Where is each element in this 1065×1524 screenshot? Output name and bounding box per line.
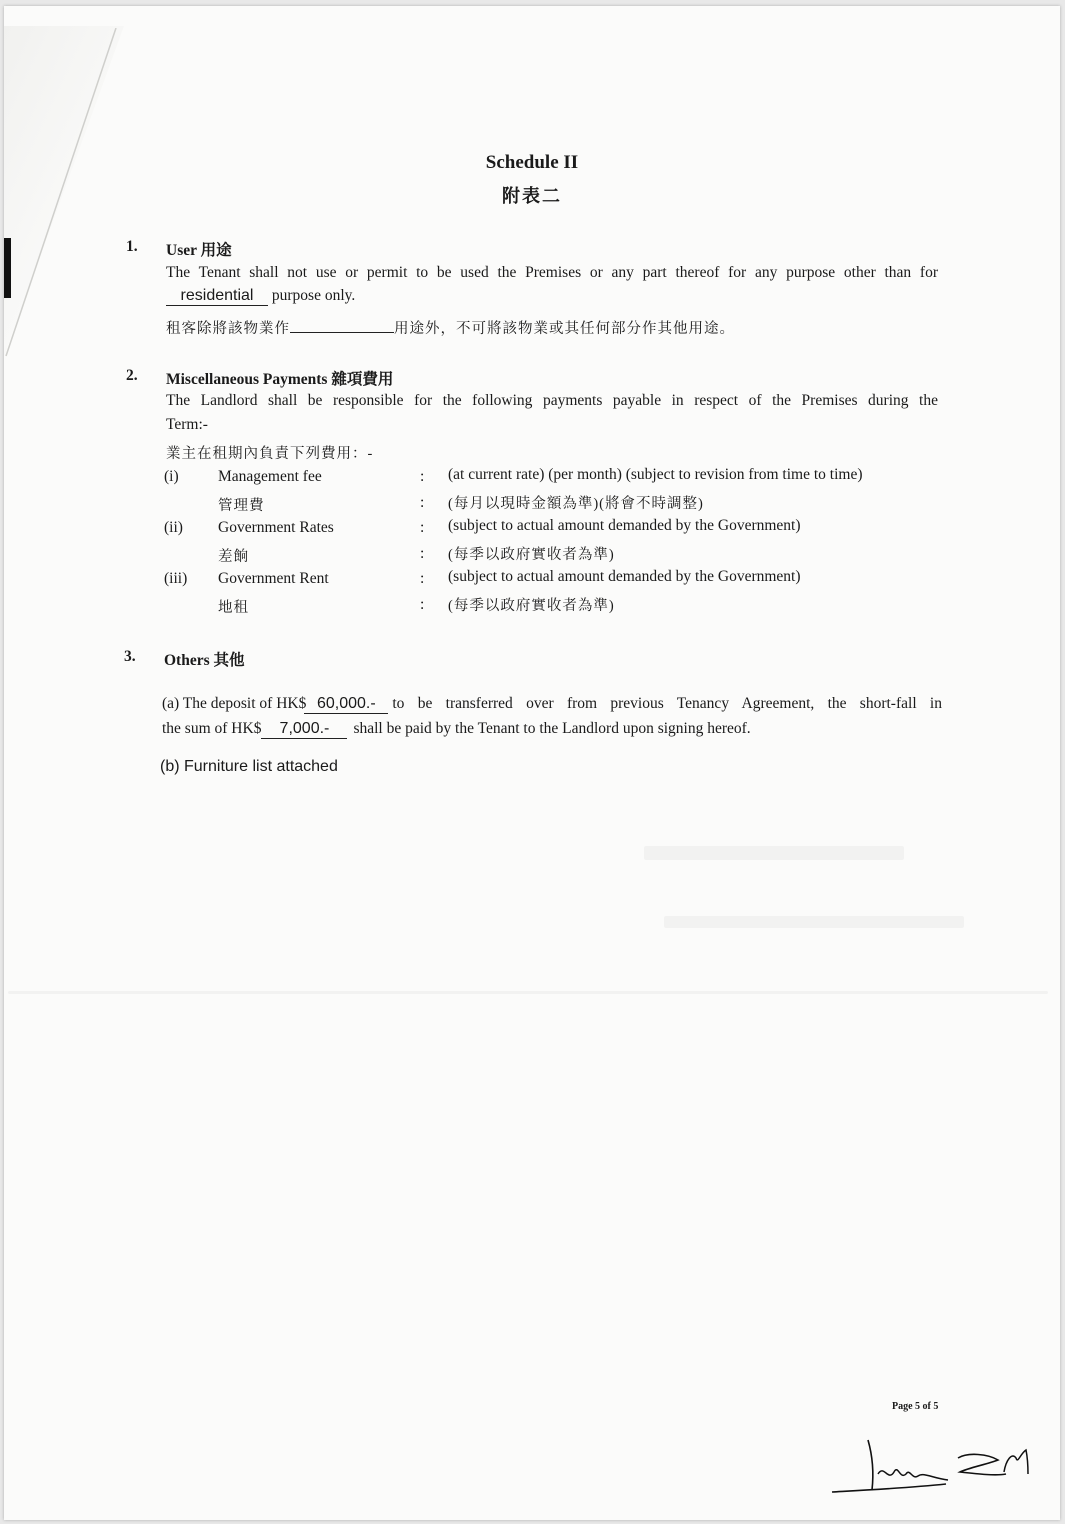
- deposit-prefix: (a) The deposit of HK$: [162, 695, 307, 712]
- item-colon: :: [420, 519, 425, 536]
- item-name: Government Rent: [218, 570, 329, 587]
- document-page: [4, 6, 1060, 1520]
- item-description-zh: (每月以現時金額為準)(將會不時調整): [448, 496, 704, 512]
- item-name: Management fee: [218, 468, 322, 485]
- item-name-zh: 差餉: [218, 549, 249, 565]
- deposit-line: [162, 695, 942, 714]
- zh-use-blank: [290, 317, 394, 333]
- signature-image: [828, 1434, 1034, 1498]
- item-colon: :: [420, 570, 425, 587]
- section-1-zh-suffix: 用途外，不可將該物業或其任何部分作其他用途。: [394, 321, 735, 337]
- section-2-term: Term:-: [166, 416, 208, 433]
- section-1-heading: User 用途: [166, 242, 232, 259]
- section-3-number: 3.: [124, 648, 136, 665]
- purpose-suffix: purpose only.: [271, 287, 356, 304]
- shortfall-prefix: the sum of HK$: [162, 720, 262, 737]
- item-colon: :: [420, 468, 425, 485]
- section-1-zh-prefix: 租客除將該物業作: [166, 321, 290, 337]
- item-description-zh: (每季以政府實收者為準): [448, 547, 615, 563]
- furniture-list-note: (b) Furniture list attached: [160, 758, 338, 775]
- page-number: Page 5 of 5: [892, 1401, 939, 1412]
- shortfall-line: [162, 720, 751, 739]
- item-roman: (i): [164, 468, 179, 485]
- section-2-number: 2.: [126, 367, 138, 384]
- section-2-text: The Landlord shall be responsible for the following payments payable in respect of the Premises during the: [166, 392, 938, 409]
- item-roman: (ii): [164, 519, 183, 536]
- shortfall-amount-field: 7,000.-: [261, 720, 347, 739]
- section-1-text: The Tenant shall not use or permit to be used the Premises or any part thereof for any purpose other than for: [166, 264, 938, 281]
- section-2-heading: Miscellaneous Payments 雜項費用: [166, 371, 394, 388]
- item-name-zh: 管理費: [218, 498, 265, 514]
- section-1-purpose-line: [166, 287, 355, 306]
- use-value-field: residential: [166, 287, 268, 306]
- item-description: (subject to actual amount demanded by the Government): [448, 517, 801, 534]
- deposit-amount-field: 60,000.-: [304, 695, 388, 714]
- item-description-zh: (每季以政府實收者為準): [448, 598, 615, 614]
- section-2-zh-intro: 業主在租期內負責下列費用：-: [166, 446, 374, 462]
- deposit-middle-text: to be transferred over from previous Tenancy Agreement, the short-fall in: [392, 695, 942, 712]
- section-3-heading: Others 其他: [164, 652, 245, 669]
- item-name-zh: 地租: [218, 600, 249, 616]
- shortfall-suffix: shall be paid by the Tenant to the Landlord upon signing hereof.: [353, 720, 751, 737]
- page-title: Schedule II: [485, 152, 579, 173]
- binder-edge-mark: [4, 238, 11, 298]
- section-1-zh-line: [166, 317, 735, 338]
- item-colon: :: [420, 494, 425, 511]
- section-1-number: 1.: [126, 238, 138, 255]
- item-roman: (iii): [164, 570, 188, 587]
- page-title-zh: 附表二: [502, 186, 562, 206]
- item-colon: :: [420, 596, 425, 613]
- item-description: (subject to actual amount demanded by the Government): [448, 568, 801, 585]
- item-colon: :: [420, 545, 425, 562]
- item-description: (at current rate) (per month) (subject to revision from time to time): [448, 466, 863, 483]
- item-name: Government Rates: [218, 519, 334, 536]
